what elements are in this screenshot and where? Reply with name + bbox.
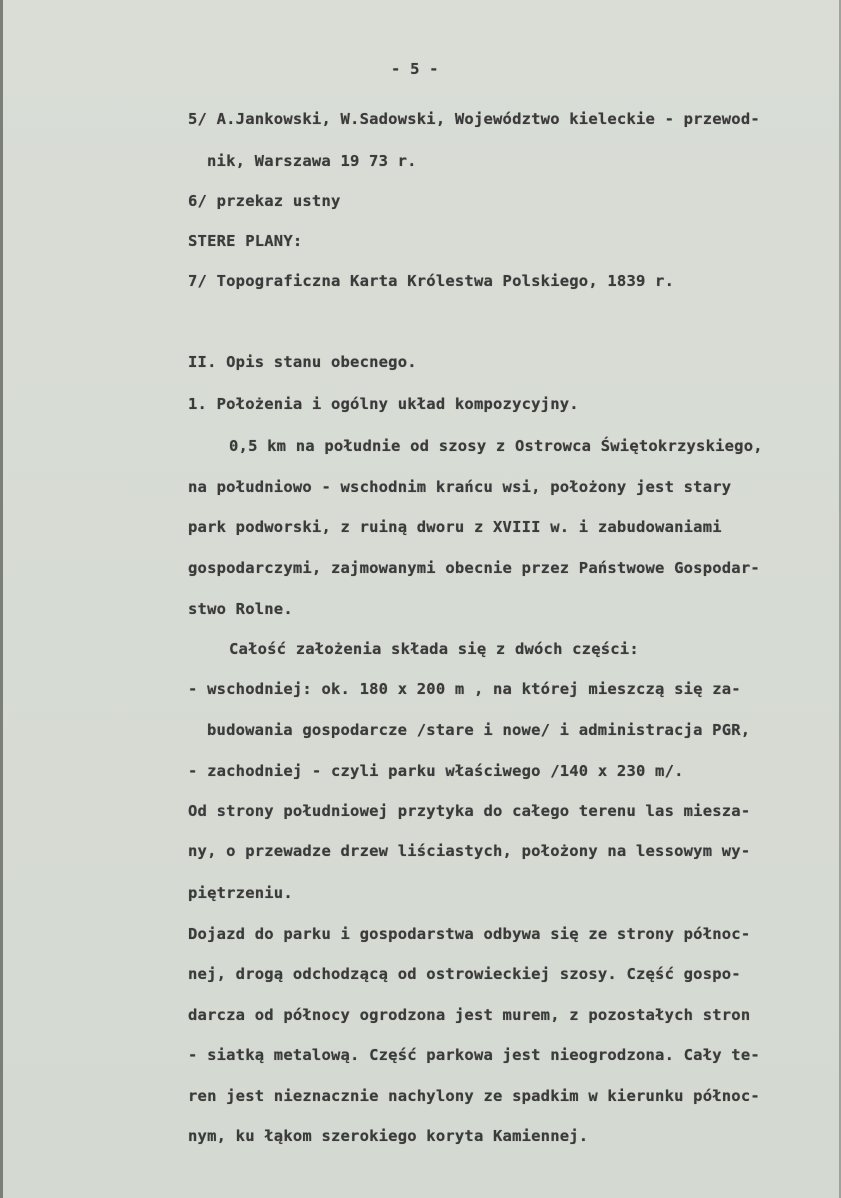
page-number: - 5 - xyxy=(391,60,439,78)
text-line: darcza od północy ogrodzona jest murem, z pozostałych stron xyxy=(188,1006,751,1024)
section-heading: II. Opis stanu obecnego. xyxy=(188,353,417,371)
text-line: - siatką metalową. Część parkowa jest nieogrodzona. Cały te- xyxy=(188,1046,760,1064)
subsection-heading: 1. Położenia i ogólny układ kompozycyjny. xyxy=(188,395,579,413)
text-line: nik, Warszawa 19 73 r. xyxy=(207,152,417,170)
text-line: Od strony południowej przytyka do całego terenu las miesza- xyxy=(188,802,751,820)
text-line: budowania gospodarcze /stare i nowe/ i administracja PGR, xyxy=(207,721,751,739)
text-line: 0,5 km na południe od szosy z Ostrowca Świętokrzyskiego, xyxy=(229,437,763,455)
text-line: ny, o przewadze drzew liściastych, położony na lessowym wy- xyxy=(188,842,751,860)
text-line: ren jest nieznacznie nachylony ze spadkim w kierunku północ- xyxy=(188,1087,760,1105)
list-item: - zachodniej - czyli parku właściwego /140 x 230 m/. xyxy=(188,762,684,780)
text-line: Dojazd do parku i gospodarstwa odbywa się ze strony północ- xyxy=(188,925,751,943)
text-line: piętrzeniu. xyxy=(188,884,293,902)
text-line: nej, drogą odchodzącą od ostrowieckiej szosy. Część gospo- xyxy=(188,965,741,983)
text-line: park podworski, z ruiną dworu z XVIII w. i zabudowaniami xyxy=(188,518,722,536)
text-line: na południowo - wschodnim krańcu wsi, położony jest stary xyxy=(188,478,732,496)
text-line: nym, ku łąkom szerokiego koryta Kamiennej. xyxy=(188,1127,589,1145)
text-line: 6/ przekaz ustny xyxy=(188,192,341,210)
text-line: Całość założenia składa się z dwóch części: xyxy=(229,640,639,658)
text-line: 5/ A.Jankowski, W.Sadowski, Województwo kieleckie - przewod- xyxy=(188,110,760,128)
text-line: stwo Rolne. xyxy=(188,600,293,618)
section-label: STERE PLANY: xyxy=(188,232,303,250)
scan-edge-left xyxy=(0,0,3,1198)
text-line: gospodarczymi, zajmowanymi obecnie przez Państwowe Gospodar- xyxy=(188,559,760,577)
list-item: - wschodniej: ok. 180 x 200 m , na której mieszczą się za- xyxy=(188,680,741,698)
text-line: 7/ Topograficzna Karta Królestwa Polskiego, 1839 r. xyxy=(188,272,675,290)
